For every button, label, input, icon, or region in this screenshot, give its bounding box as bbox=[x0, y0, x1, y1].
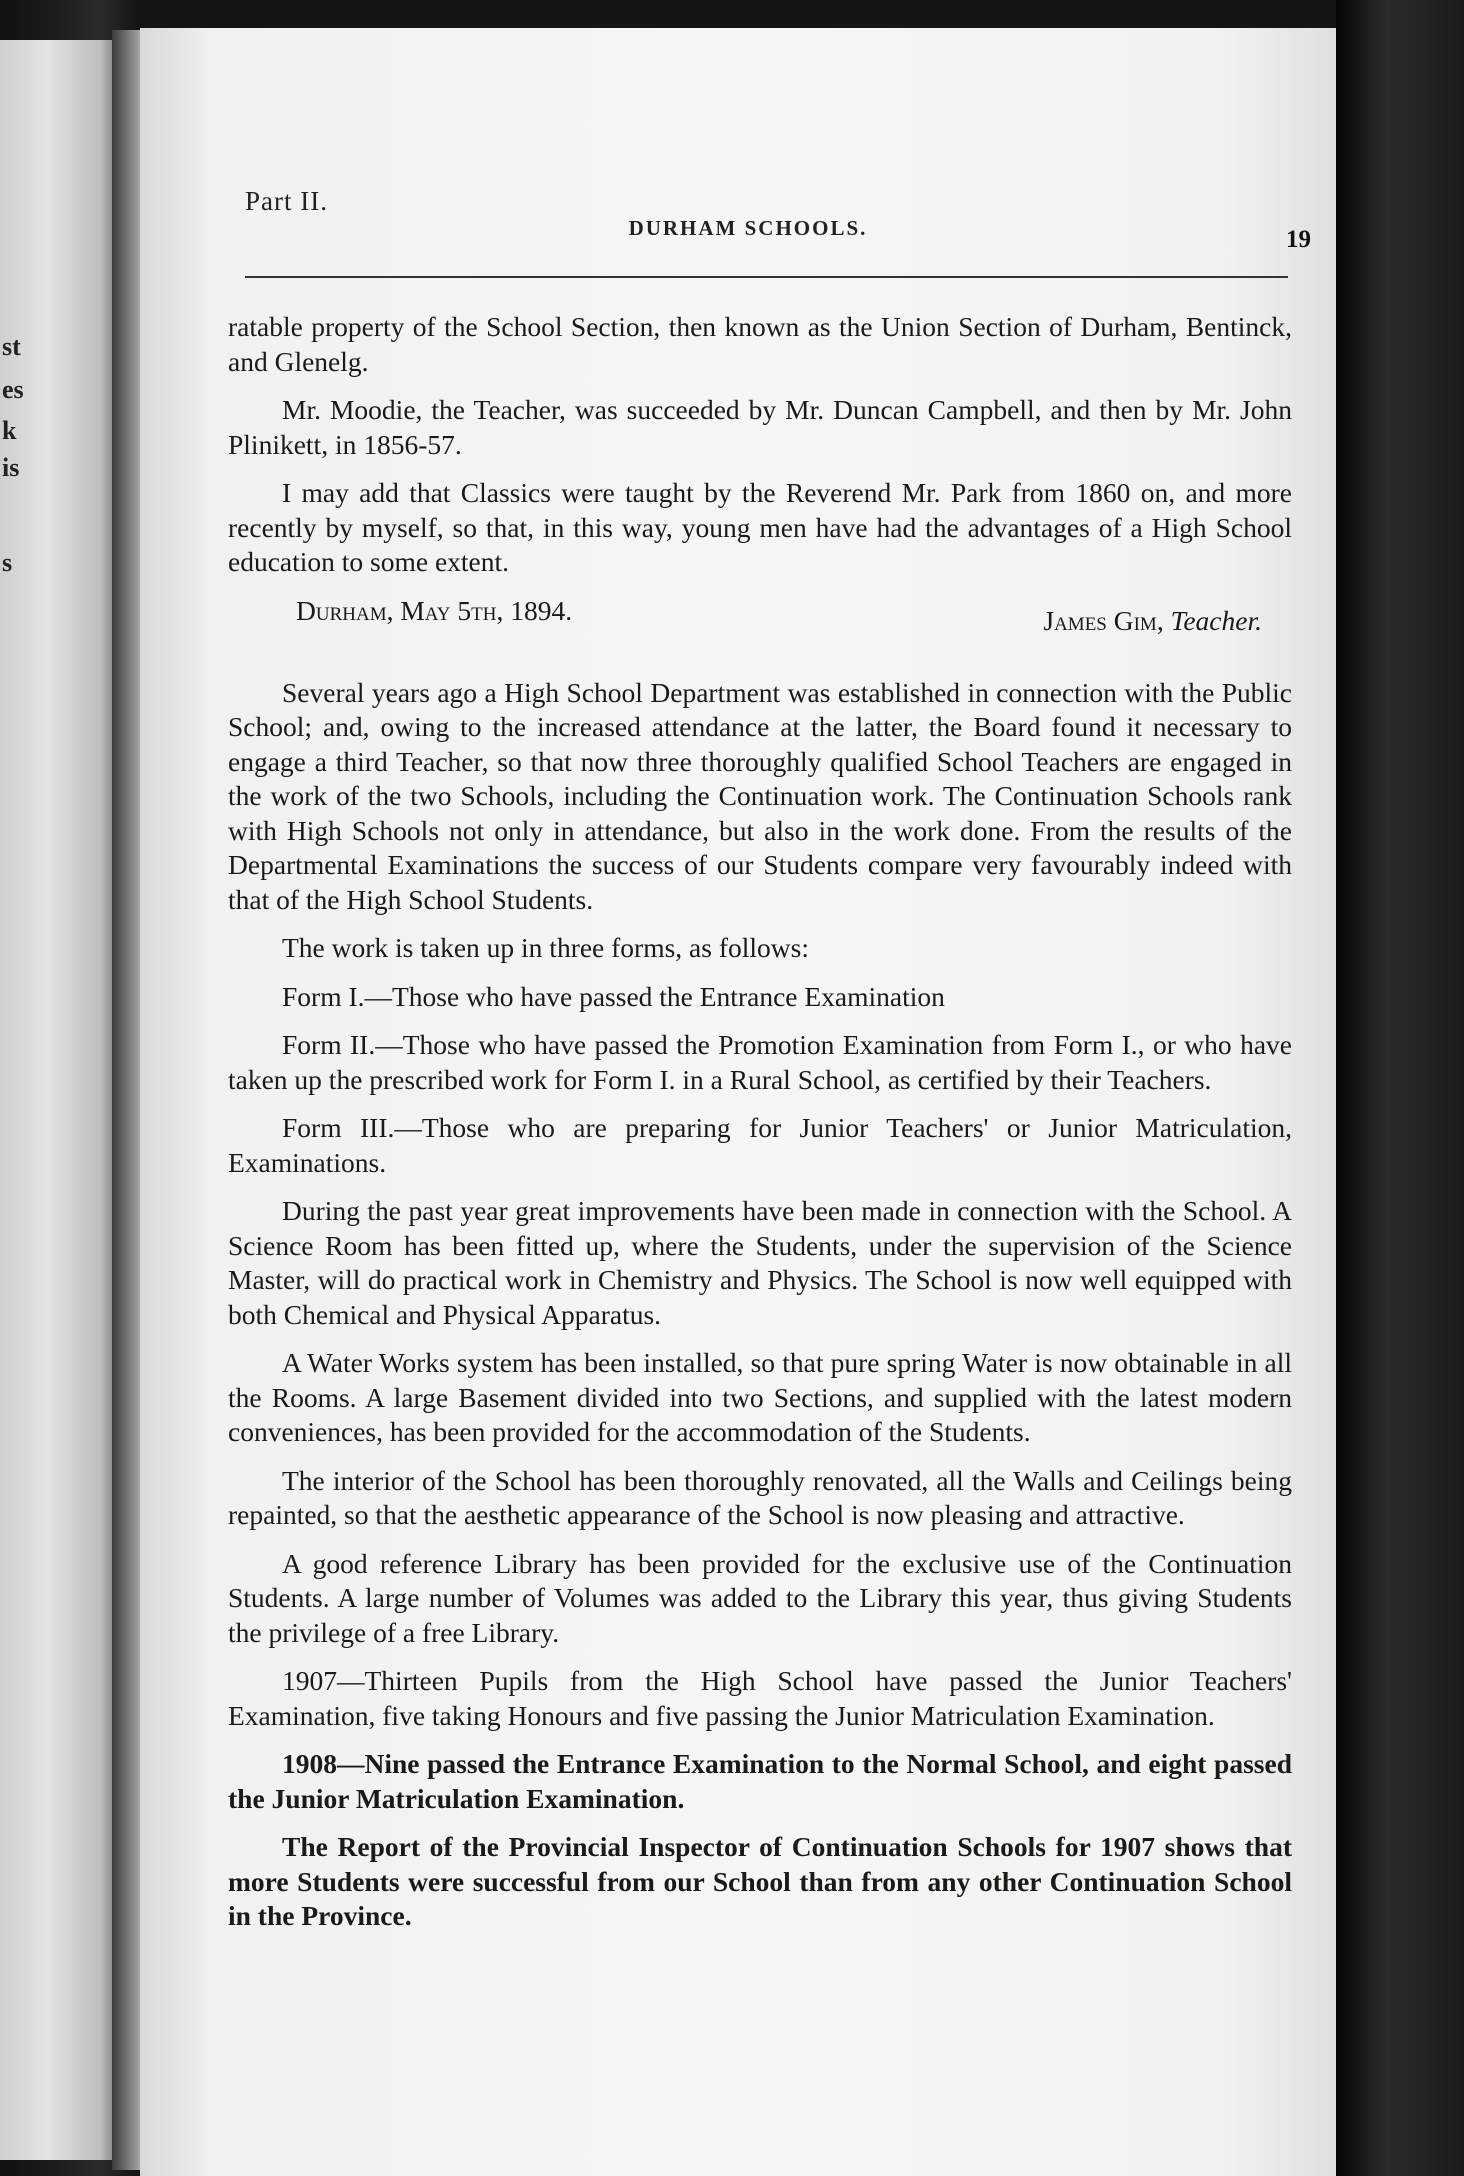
prev-page-fragment: is bbox=[2, 453, 20, 482]
paragraph: Form III.—Those who are preparing for Junior Teachers' or Junior Matriculation, Examinations. bbox=[228, 1112, 1292, 1178]
body-text bbox=[228, 310, 1292, 1948]
prev-page-fragment: k bbox=[2, 416, 17, 445]
page-title bbox=[140, 216, 1336, 241]
page-number: 19 bbox=[1286, 226, 1311, 253]
paragraph: Mr. Moodie, the Teacher, was succeeded by Mr. Duncan Campbell, and then by Mr. John Plinikett, in 1856-57. bbox=[228, 394, 1292, 460]
signature-name-role bbox=[1043, 604, 1262, 639]
paragraph: The work is taken up in three forms, as follows: bbox=[282, 932, 809, 963]
right-dark-edge bbox=[1336, 0, 1464, 2176]
paragraph: 1907—Thirteen Pupils from the High School have passed the Junior Teachers' Examination, five taking Honours and five passing the Junior Matriculation Examination. bbox=[228, 1665, 1292, 1731]
paragraph: Form I.—Those who have passed the Entrance Examination bbox=[282, 980, 945, 1012]
paragraph: A good reference Library has been provided for the exclusive use of the Continuation Students. A large number of Volumes was added to the Library this year, thus giving Students the privilege of a free Library. bbox=[228, 1547, 1292, 1648]
paragraph: The interior of the School has been thoroughly renovated, all the Walls and Ceilings being repainted, so that the aesthetic appearance of the School is now pleasing and attractive. bbox=[228, 1464, 1292, 1530]
paragraph: Form II.—Those who have passed the Promotion Examination from Form I., or who have taken up the prescribed work for Form I. in a Rural School, as certified by their Teachers. bbox=[228, 1029, 1292, 1095]
signature-name: James Gim, bbox=[1043, 604, 1164, 636]
signature-role: Teacher. bbox=[1170, 604, 1262, 636]
signature-block bbox=[228, 594, 1292, 650]
paragraph: 1908—Nine passed the Entrance Examination to the Normal School, and eight passed the Junior Matriculation Examination. bbox=[228, 1748, 1292, 1814]
paragraph: Several years ago a High School Department was established in connection with the Public School; and, owing to the increased attendance at the latter, the Board found it necessary to engage a third Teacher, so that now three thoroughly qualified School Teachers are engaged in the work of the two Schools, including the Continuation work. The Continuation Schools rank with High Schools not only in attendance, but also in the work done. From the results of the Departmental Examinations the success of our Students compare very favourably indeed with that of the High School Students. bbox=[228, 676, 1292, 915]
prev-page-fragment: s bbox=[2, 548, 13, 577]
header-rule bbox=[245, 276, 1288, 278]
book-page bbox=[140, 28, 1336, 2176]
previous-page-edge bbox=[0, 40, 118, 2160]
paragraph: I may add that Classics were taught by the Reverend Mr. Park from 1860 on, and more recently by myself, so that, in this way, young men have had the advantages of a High School education to some extent. bbox=[228, 477, 1292, 577]
paragraph: A Water Works system has been installed, so that pure spring Water is now obtainable in all the Rooms. A large Basement divided into two Sections, and supplied with the latest modern conveniences, has been provided for the accommodation of the Students. bbox=[228, 1347, 1292, 1447]
paragraph: ratable property of the School Section, then known as the Union Section of Durham, Bentinck, and Glenelg. bbox=[228, 311, 1292, 377]
signature-place-date: Durham, May 5th, 1894. bbox=[296, 594, 573, 626]
prev-page-fragment: es bbox=[2, 375, 24, 404]
page-title-text: DURHAM SCHOOLS. bbox=[628, 216, 868, 240]
paragraph: During the past year great improvements have been made in connection with the School. A Science Room has been fitted up, where the Students, under the supervision of the Science Master, will do practical work in Chemistry and Physics. The School is now well equipped with both Chemical and Physical Apparatus. bbox=[228, 1195, 1292, 1330]
paragraph: The Report of the Provincial Inspector of Continuation Schools for 1907 shows that more Students were successful from our School than from any other Continuation School in the Province. bbox=[228, 1831, 1292, 1931]
part-label: Part II. bbox=[245, 186, 328, 216]
prev-page-fragment: st bbox=[2, 332, 21, 361]
